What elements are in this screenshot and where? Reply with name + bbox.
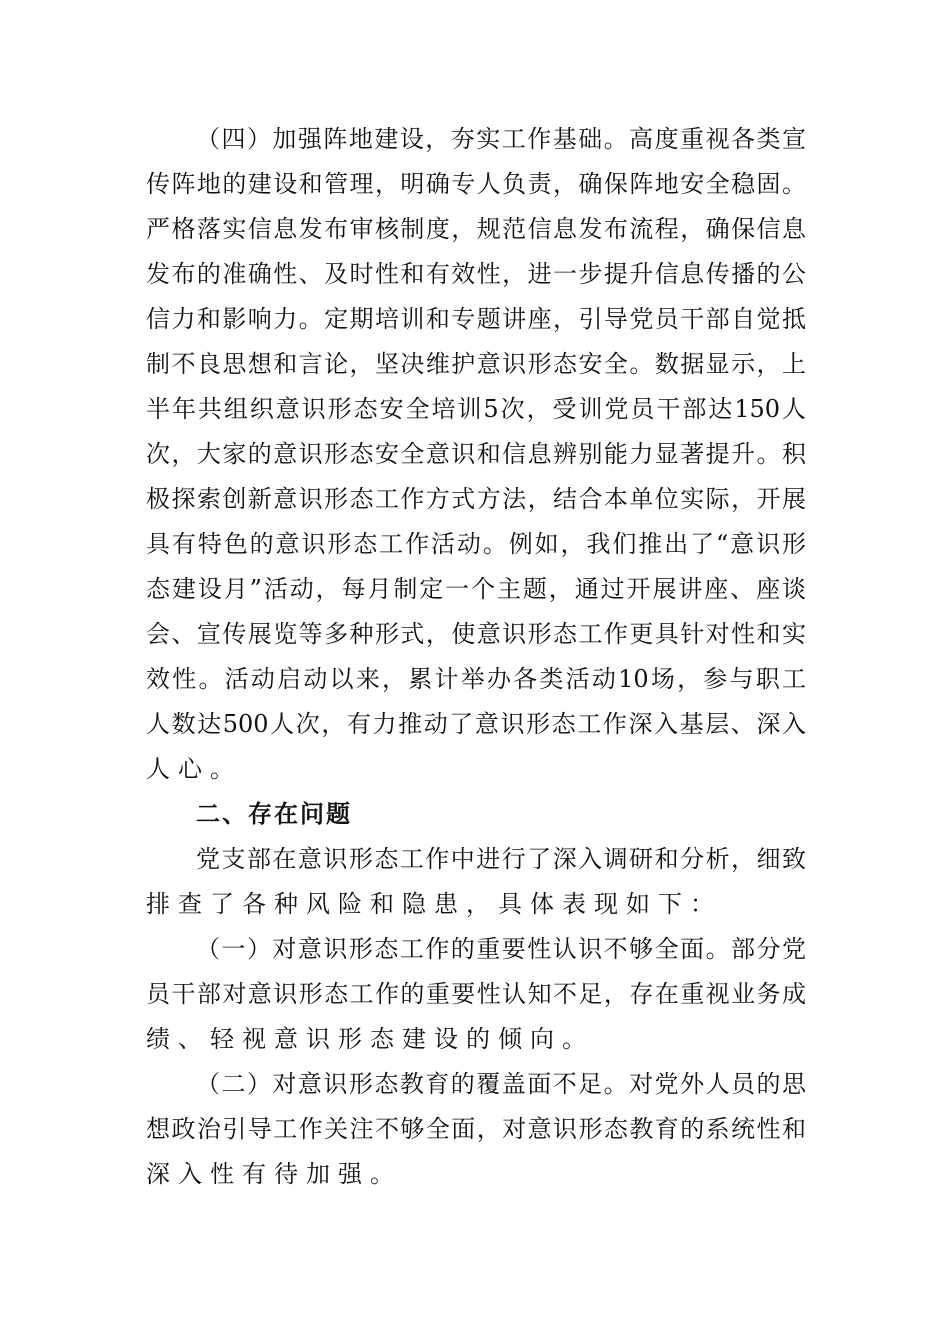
text-line: （一）对意识形态工作的重要性认识不够全面。部分党: [196, 935, 806, 963]
section-heading: [146, 792, 806, 837]
text-line: 排查了各种风险和隐患，具体表现如下：: [146, 890, 722, 918]
text-line: 发布的准确性、及时性和有效性，进一步提升信息传播的公: [146, 260, 806, 288]
text-line: 态建设月”活动，每月制定一个主题，通过开展讲座、座谈: [146, 575, 806, 603]
text-line: 人数达500人次，有力推动了意识形态工作深入基层、深入: [146, 710, 806, 738]
text-line: 传阵地的建设和管理，明确专人负责，确保阵地安全稳固。: [146, 170, 806, 198]
text-line: 具有特色的意识形态工作活动。例如，我们推出了“意识形: [146, 530, 806, 558]
text-line: 人心。: [146, 755, 242, 783]
paragraph: [146, 927, 806, 1062]
paragraph: [146, 1062, 806, 1197]
text-line: 信力和影响力。定期培训和专题讲座，引导党员干部自觉抵: [146, 305, 806, 333]
paragraph: [146, 117, 806, 792]
text-line: 想政治引导工作关注不够全面，对意识形态教育的系统性和: [146, 1115, 806, 1143]
text-line: 效性。活动启动以来，累计举办各类活动10场，参与职工: [146, 665, 806, 693]
paragraph: [146, 837, 806, 927]
text-line: 会、宣传展览等多种形式，使意识形态工作更具针对性和实: [146, 620, 806, 648]
text-line: 严格落实信息发布审核制度，规范信息发布流程，确保信息: [146, 215, 806, 243]
text-line: 二、存在问题: [196, 800, 352, 828]
text-line: 深入性有待加强。: [146, 1160, 402, 1188]
text-line: 次，大家的意识形态安全意识和信息辨别能力显著提升。积: [146, 440, 806, 468]
text-line: 制不良思想和言论，坚决维护意识形态安全。数据显示，上: [146, 350, 806, 378]
text-line: 极探索创新意识形态工作方式方法，结合本单位实际，开展: [146, 485, 806, 513]
text-line: （二）对意识形态教育的覆盖面不足。对党外人员的思: [196, 1070, 806, 1098]
text-line: 员干部对意识形态工作的重要性认知不足，存在重视业务成: [146, 980, 806, 1008]
text-line: 党支部在意识形态工作中进行了深入调研和分析，细致: [196, 845, 806, 873]
text-line: （四）加强阵地建设，夯实工作基础。高度重视各类宣: [196, 125, 806, 153]
text-line: 半年共组织意识形态安全培训5次，受训党员干部达150人: [146, 395, 806, 423]
text-line: 绩、轻视意识形态建设的倾向。: [146, 1025, 594, 1053]
document-body: [146, 117, 806, 1197]
